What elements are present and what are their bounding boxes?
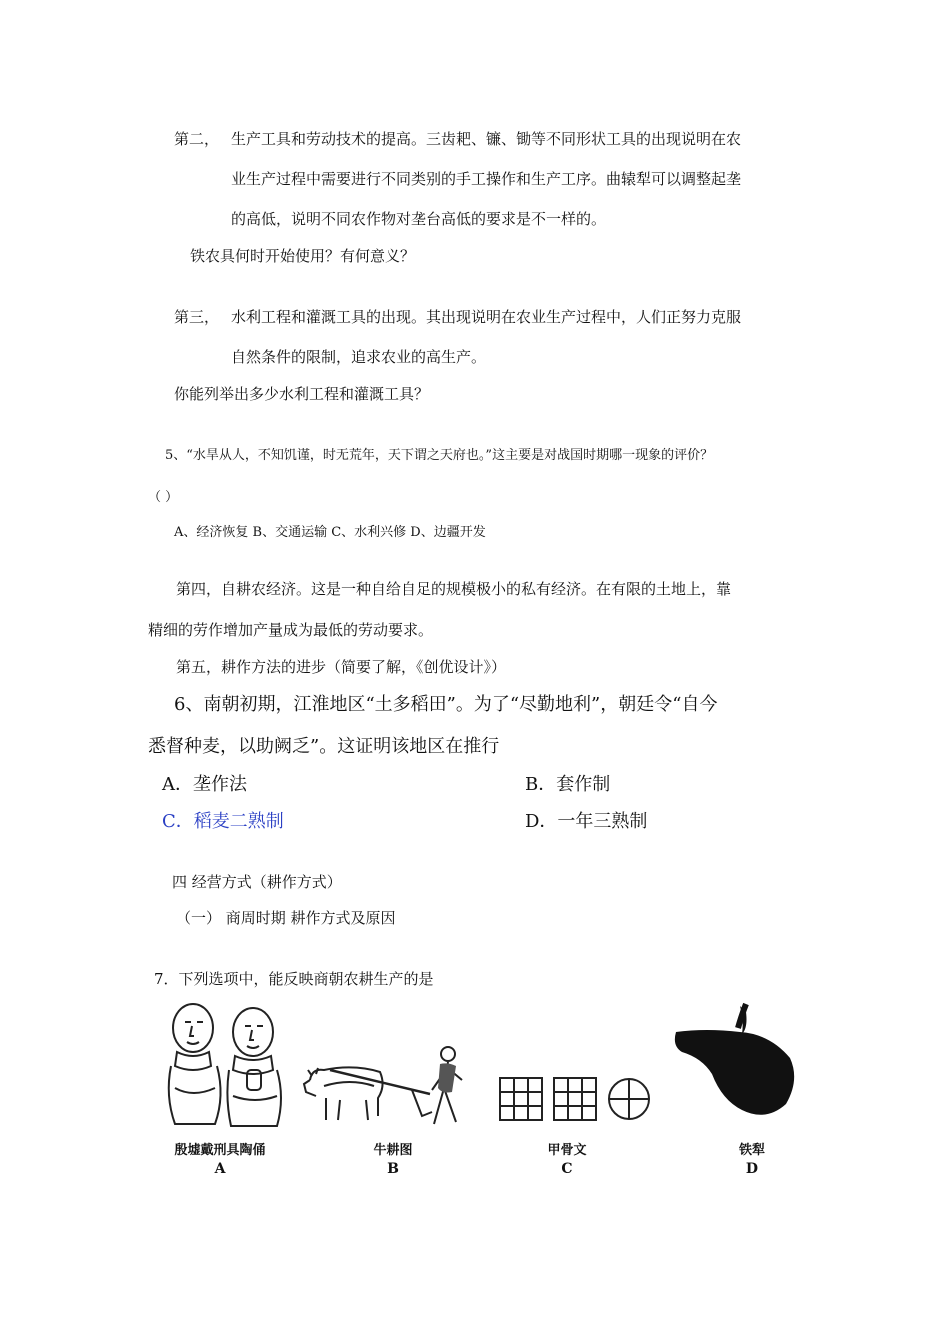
caption-b: 牛耕图 [373, 1143, 413, 1158]
q7-stem: 7．下列选项中，能反映商朝农耕生产的是 [154, 970, 434, 988]
p3-line1: 水利工程和灌溉工具的出现。其出现说明在农业生产过程中，人们正努力克服 [231, 308, 742, 326]
q6-option-c-answer: C．稻麦二熟制 [162, 811, 284, 832]
letter-a: A [214, 1161, 226, 1177]
letter-c: C [561, 1161, 573, 1177]
iron-plow-image [668, 1000, 803, 1130]
caption-c: 甲骨文 [547, 1143, 587, 1158]
question-iron-tools: 铁农具何时开始使用？有何意义？ [190, 247, 416, 265]
section-4-sub: （一） 商周时期 耕作方式及原因 [176, 909, 396, 927]
q6-line2: 悉督种麦，以助阙乏”。这证明该地区在推行 [148, 736, 500, 757]
caption-d: 铁犁 [738, 1143, 765, 1158]
p2-line3: 的高低，说明不同农作物对垄台高低的要求是不一样的。 [231, 210, 607, 228]
p3-label: 第三， [174, 308, 220, 326]
q5-options: A、经济恢复 B、交通运输 C、水利兴修 D、边疆开发 [174, 525, 486, 540]
q6-line1: 6、南朝初期，江淮地区“土多稻田”。为了“尽勤地利”，朝廷令“自今 [174, 694, 718, 715]
p2-line1: 生产工具和劳动技术的提高。三齿耙、镰、锄等不同形状工具的出现说明在农 [231, 130, 742, 148]
p5-line: 第五，耕作方法的进步（简要了解，《创优设计》） [176, 658, 507, 676]
p4-line2: 精细的劳作增加产量成为最低的劳动要求。 [148, 621, 434, 639]
pottery-figurines-image [155, 1000, 295, 1132]
letter-d: D [745, 1161, 759, 1177]
p3-line2: 自然条件的限制，追求农业的高生产。 [231, 348, 487, 366]
oracle-bone-characters-image [498, 1076, 653, 1122]
letter-b: B [387, 1161, 399, 1177]
question-water: 你能列举出多少水利工程和灌溉工具？ [174, 385, 430, 403]
p2-label: 第二， [174, 130, 220, 148]
q5-stem: 5、“水旱从人，不知饥谨，时无荒年，天下谓之天府也。”这主要是对战国时期哪一现象的评价？ [165, 448, 714, 463]
q5-bracket: （ ） [148, 490, 179, 505]
q6-option-b: B．套作制 [525, 774, 611, 795]
q6-option-d: D．一年三熟制 [525, 811, 648, 832]
p4-line1: 第四，自耕农经济。这是一种自给自足的规模极小的私有经济。在有限的土地上，靠 [176, 580, 732, 598]
ox-plowing-image [300, 1040, 480, 1130]
caption-a: 殷墟戴刑具陶俑 [174, 1143, 266, 1158]
q6-option-a: A．垄作法 [162, 774, 247, 795]
p2-line2: 业生产过程中需要进行不同类别的手工操作和生产工序。曲辕犁可以调整起垄 [231, 170, 742, 188]
section-4-title: 四 经营方式（耕作方式） [172, 873, 342, 891]
